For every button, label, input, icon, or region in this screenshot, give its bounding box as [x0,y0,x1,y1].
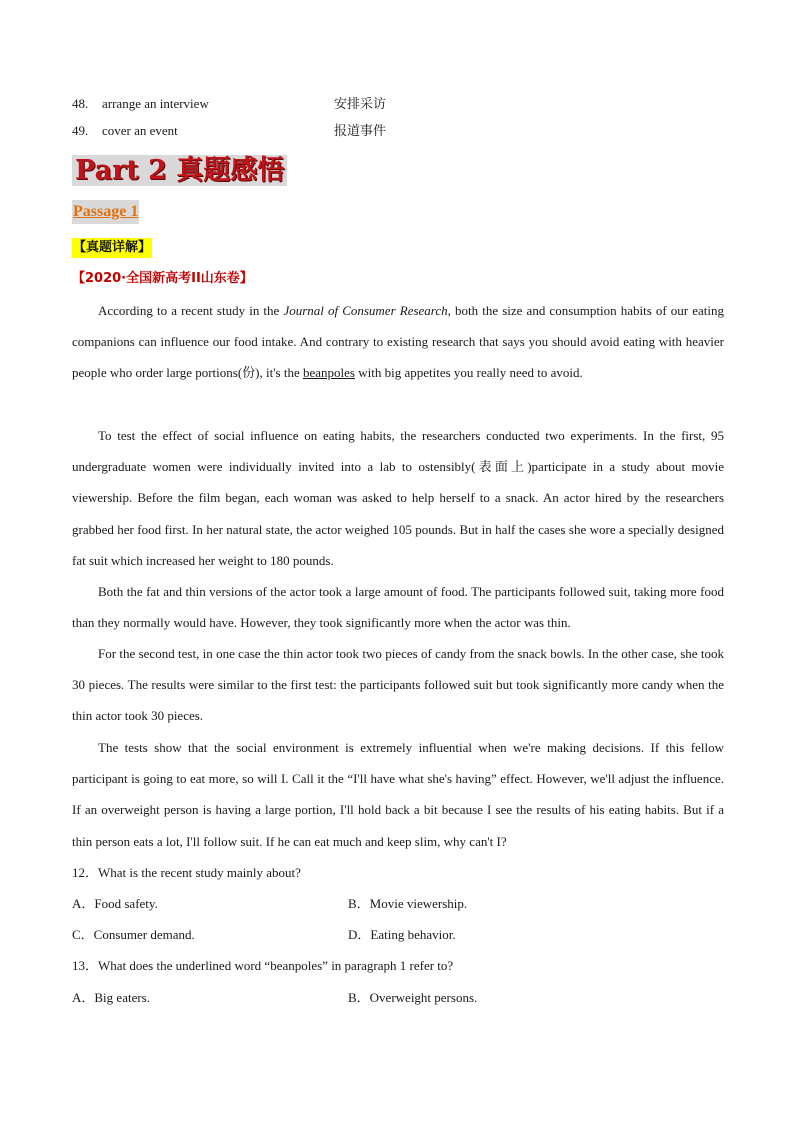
exam-source: 【2020·全国新高考II山东卷】 [72,271,253,286]
paragraph-4: For the second test, in one case the thin actor took two pieces of candy from the snack bowls. In the other case, she took 30 pieces. The results were similar to the first test: the participants followed suit but took significantly more candy when the thin actor took 30 pieces. [72,646,724,724]
options-row [72,924,724,946]
paragraph-3: Both the fat and thin versions of the actor took a large amount of food. The participants followed suit, taking more food than they normally would have. However, they took significantly more when the actor was thin. [72,584,724,631]
vocab-chinese: 安排采访 [334,97,387,112]
paragraph-5: The tests show that the social environment is extremely influential when we're making decisions. If this fellow participant is going to eat more, so will I. Call it the “I'll have what she's having” effect. However, we'll adjust the influence. If an overweight person is having a large portion, I'll hold back a bit because I see the results of his eating habits. But if a thin person eats a lot, I'll follow suit. If he can eat much and keep slim, why can't I? [72,740,724,849]
question-13-stem: 13．What does the underlined word “beanpoles” in paragraph 1 refer to? [72,958,454,973]
journal-name: Journal of Consumer Research [283,303,448,318]
vocab-number: 48. [72,96,89,111]
question-12-stem: 12．What is the recent study mainly about? [72,865,301,880]
passage-title: Passage 1 [72,200,139,224]
part-title: Part 2 真题感悟 [72,152,287,190]
vocab-item [72,121,732,141]
section-badge: 【真题详解】 [72,238,152,258]
vocab-english: arrange an interview [102,96,209,111]
option-b[interactable]: B．Movie viewership. [348,896,468,911]
underlined-word: beanpoles [303,365,355,381]
vocab-chinese: 报道事件 [334,124,387,139]
option-c[interactable]: C．Consumer demand. [72,927,195,942]
vocab-english: cover an event [102,123,178,138]
option-b[interactable]: B．Overweight persons. [348,990,478,1005]
options-row [72,893,724,915]
options-row [72,987,724,1009]
option-a[interactable]: A．Food safety. [72,896,158,911]
vocab-number: 49. [72,123,89,138]
paragraph-2: To test the effect of social influence on eating habits, the researchers conducted two experiments. In the first, 95 undergraduate women were individually invited into a lab to ostensibly(表面上)participate in a study about movie viewership. Before the film began, each woman was asked to help herself to a snack. An actor hired by the researchers grabbed her food first. In her natural state, the actor weighed 105 pounds. But in half the cases she wore a specially designed fat suit which increased her weight to 180 pounds. [72,428,724,568]
option-a[interactable]: A．Big eaters. [72,990,150,1005]
option-d[interactable]: D．Eating behavior. [348,927,456,942]
vocab-item [72,94,732,114]
paragraph-1: According to a recent study in the Journal of Consumer Research, both the size and consumption habits of our eating companions can influence our food intake. And contrary to existing research that says you should avoid eating with heavier people who order large portions(份), it's the beanpoles with big appetites you really need to avoid. [72,303,724,381]
